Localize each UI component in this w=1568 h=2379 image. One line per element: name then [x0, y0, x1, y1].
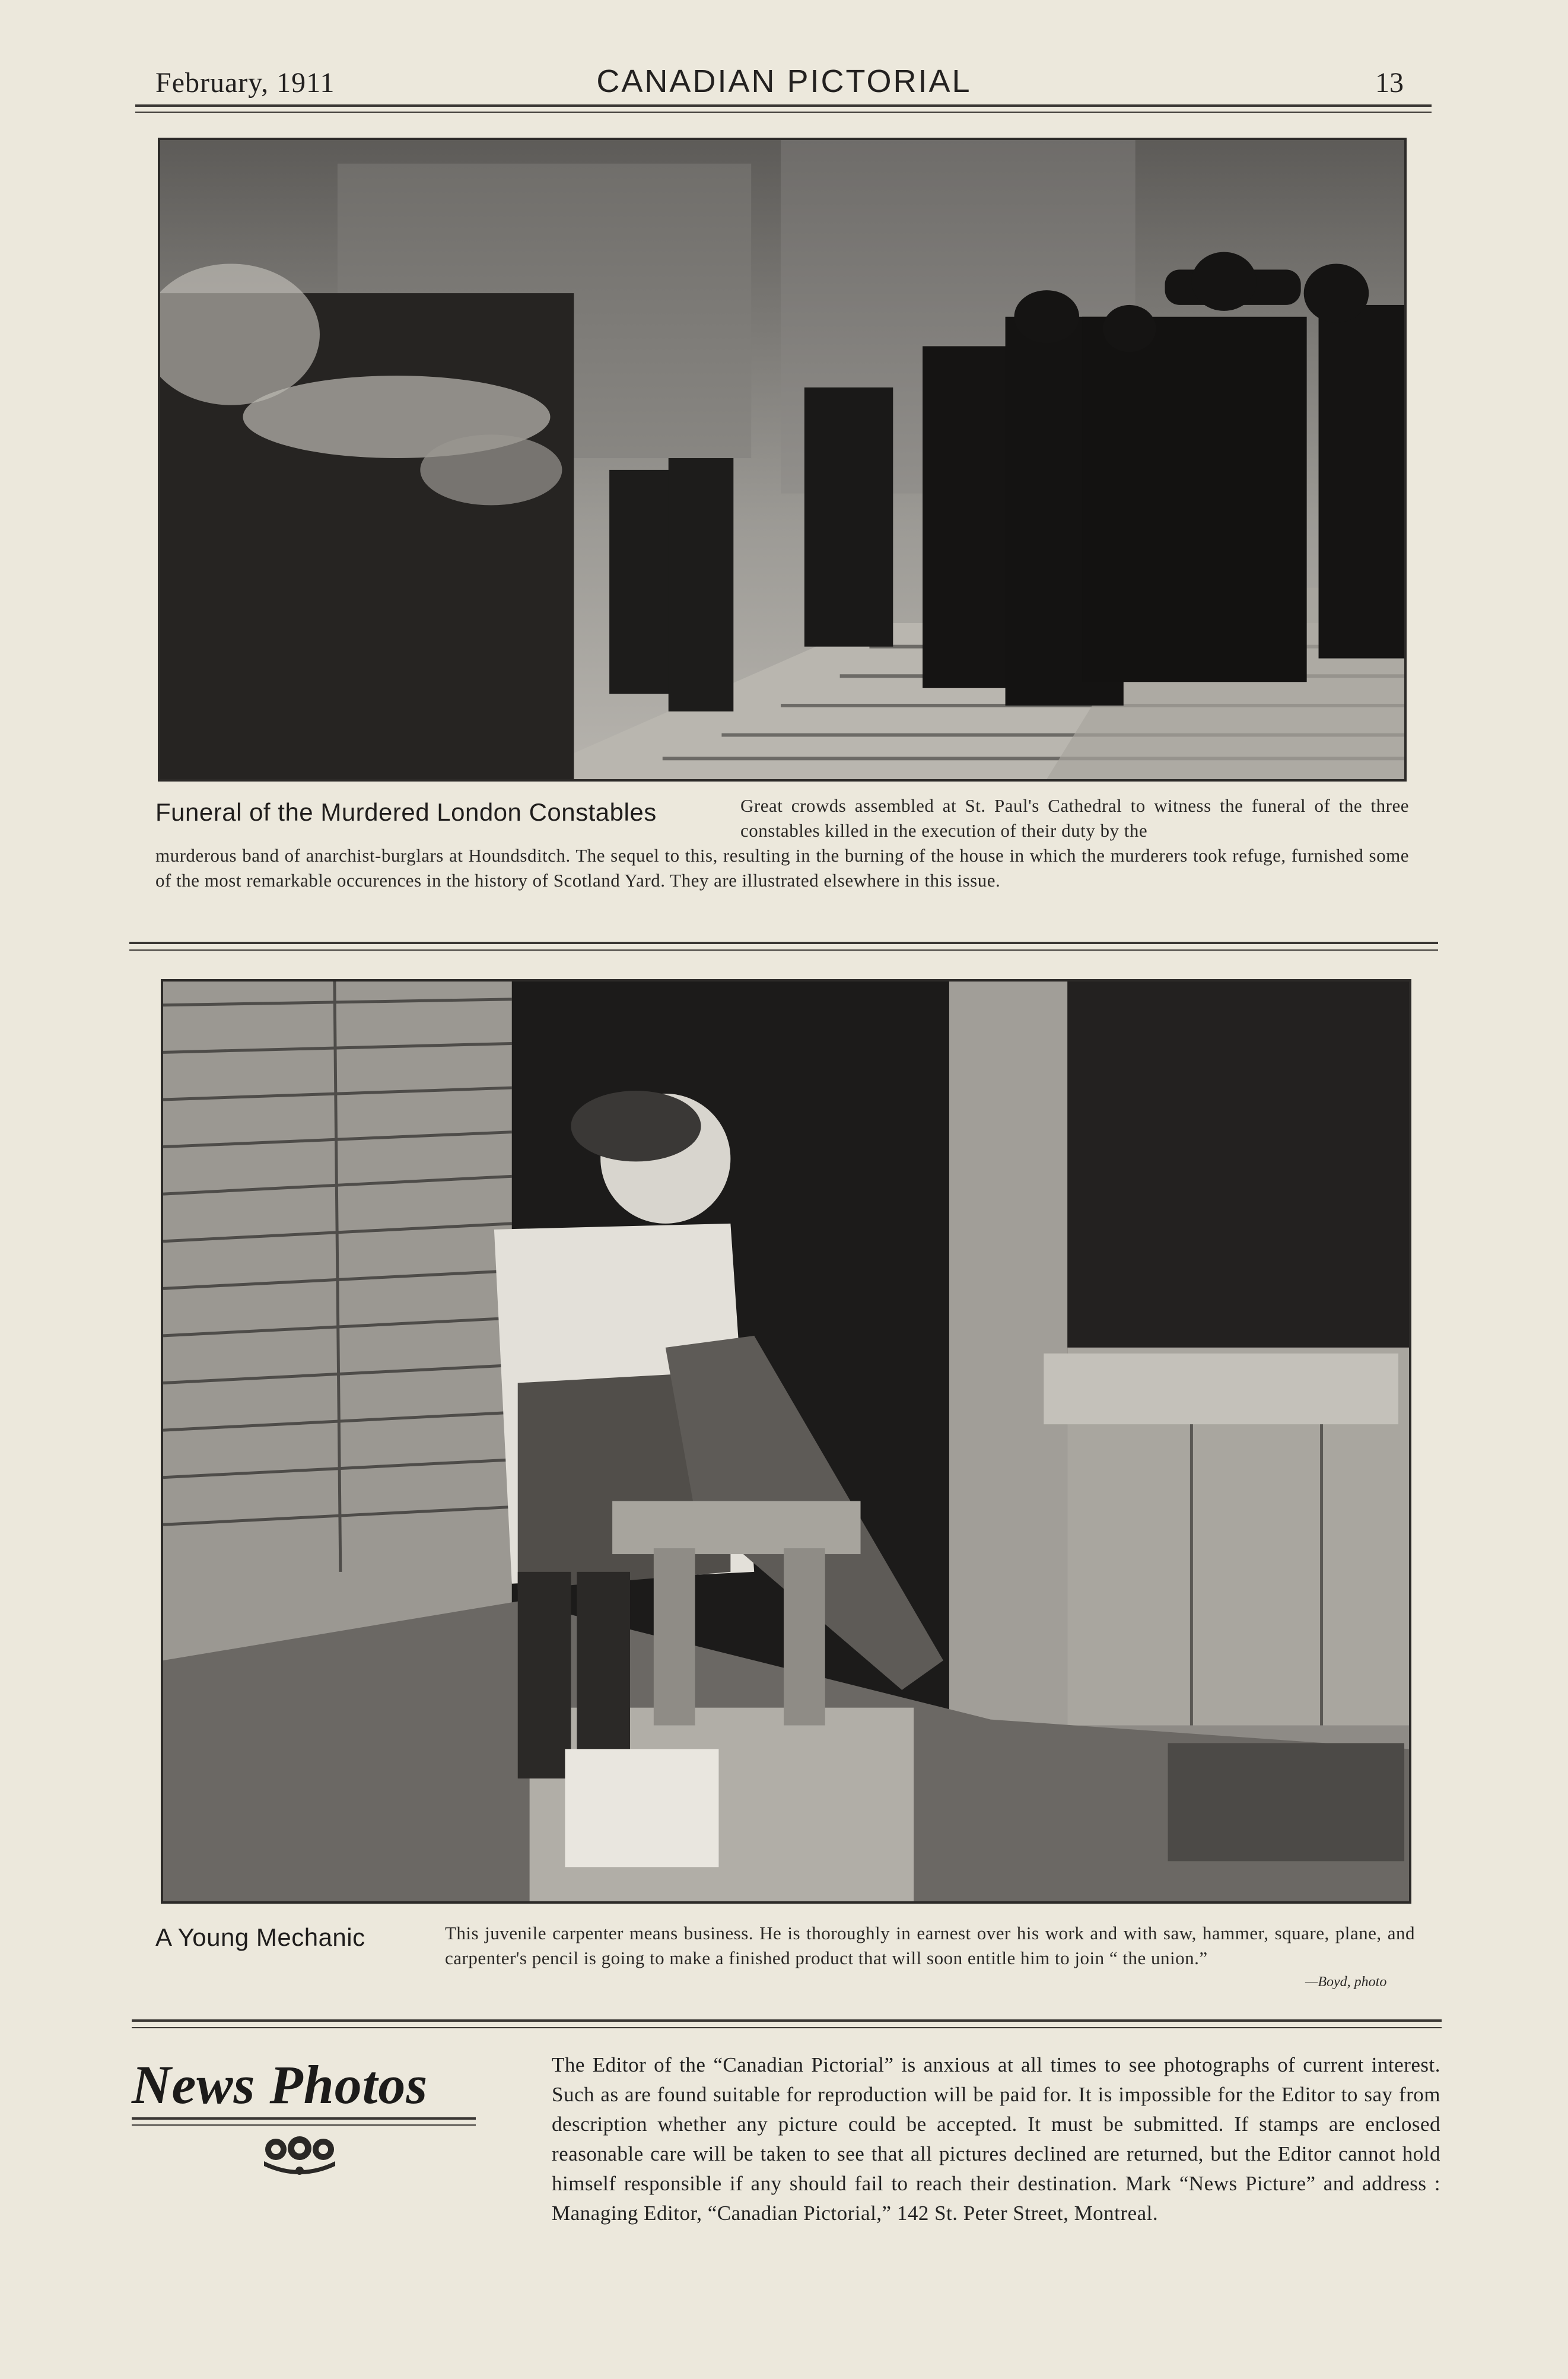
section-rule-1-thin: [129, 949, 1438, 951]
news-heading-rule-thin: [132, 2124, 476, 2126]
funeral-photo: [158, 138, 1407, 782]
funeral-caption-first: Great crowds assembled at St. Paul's Cathedral to witness the funeral of the three constables killed in the execution of their duty by the: [740, 795, 1409, 841]
section-rule-1: [129, 942, 1438, 944]
section-rule-2: [132, 2019, 1442, 2022]
header-rule: [135, 104, 1432, 107]
page-number: 13: [1375, 67, 1404, 99]
news-heading-rule: [132, 2117, 476, 2120]
section-rule-2-thin: [132, 2027, 1442, 2028]
magazine-title: CANADIAN PICTORIAL: [596, 63, 972, 99]
ornament-icon: [252, 2132, 347, 2179]
funeral-caption-title: Funeral of the Murdered London Constables: [155, 798, 657, 826]
photo-credit: —Boyd, photo: [1305, 1974, 1387, 1990]
news-photos-heading: News Photos: [132, 2054, 428, 2115]
header-rule-thin: [135, 112, 1432, 113]
mechanic-caption-title: A Young Mechanic: [155, 1923, 365, 1951]
issue-date: February, 1911: [155, 67, 335, 99]
news-photos-notice: The Editor of the “Canadian Pictorial” is anxious at all times to see photographs of current interest. Such as are found suitable for reproduction will be paid for. It is impossible for the Editor to say from description whether any picture could be accepted. It must be submitted. If stamps are enclosed reasonable care will be taken to see that all pictures declined are returned, but the Editor cannot hold himself responsible if any should fail to reach their destination. Mark “News Picture” and address : Managing Editor, “Canadian Pictorial,” 142 St. Peter Street, Montreal.: [552, 2053, 1440, 2225]
mechanic-caption-text: This juvenile carpenter means business. He is thoroughly in earnest over his work and with saw, hammer, square, plane, and carpenter's pencil is going to make a finished product that will soon entitle him to join “ the union.”: [445, 1923, 1415, 1968]
young-mechanic-photo: [161, 979, 1411, 1904]
funeral-caption-rest: murderous band of anarchist-burglars at Houndsditch. The sequel to this, resulting in the burning of the house in which the murderers took refuge, furnished some of the most remarkable occurences in the history of Scotland Yard. They are illustrated elsewhere in this issue.: [155, 845, 1409, 891]
